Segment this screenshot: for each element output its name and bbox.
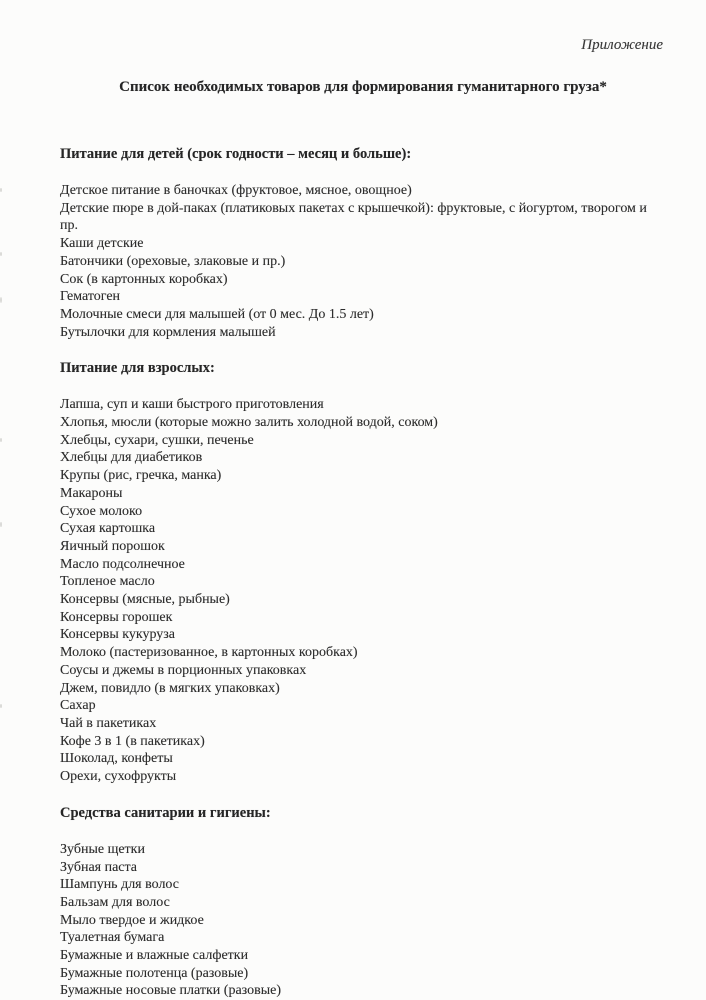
list-item: Каши детские bbox=[60, 236, 144, 252]
list-item: Батончики (ореховые, злаковые и пр.) bbox=[60, 253, 286, 269]
list-item: Соусы и джемы в порционных упаковках bbox=[60, 662, 307, 678]
list-item: Орехи, сухофрукты bbox=[60, 769, 177, 785]
section-heading: Питание для взрослых: bbox=[60, 360, 215, 377]
scan-artifact bbox=[0, 522, 2, 527]
scan-artifact bbox=[0, 252, 2, 256]
list-item: Консервы кукуруза bbox=[60, 627, 176, 643]
list-item: Шоколад, конфеты bbox=[60, 751, 173, 767]
section bbox=[60, 359, 662, 785]
list-item: Бумажные носовые платки (разовые) bbox=[60, 983, 282, 999]
item-list bbox=[60, 182, 662, 341]
list-item: Сухая картошка bbox=[60, 521, 156, 537]
list-item: Макароны bbox=[60, 485, 123, 501]
list-item: Сок (в картонных коробках) bbox=[60, 271, 228, 287]
list-item: Бумажные и влажные салфетки bbox=[60, 948, 249, 964]
list-item: Консервы горошек bbox=[60, 609, 173, 625]
list-item: Детское питание в баночках (фруктовое, мясное, овощное) bbox=[60, 183, 412, 198]
list-item: Бумажные полотенца (разовые) bbox=[60, 965, 249, 981]
list-item: Лапша, суп и каши быстрого приготовления bbox=[60, 397, 324, 413]
list-item: Яичный порошок bbox=[60, 538, 165, 554]
list-item: Хлопья, мюсли (которые можно залить холодной водой, соком) bbox=[60, 415, 438, 431]
item-list bbox=[60, 396, 662, 785]
list-item: Гематоген bbox=[60, 289, 121, 305]
list-item: Кофе 3 в 1 (в пакетиках) bbox=[60, 733, 205, 749]
list-item: Мыло твердое и жидкое bbox=[60, 912, 204, 928]
list-item: Молоко (пастеризованное, в картонных коробках) bbox=[60, 645, 358, 661]
list-item: Детские пюре в дой-паках (платиковых пакетах с крышечкой): фруктовые, с йогуртом, творогом и пр. bbox=[60, 200, 647, 234]
list-item: Джем, повидло (в мягких упаковках) bbox=[60, 680, 280, 696]
list-item: Зубные щетки bbox=[60, 841, 145, 857]
scan-artifact bbox=[0, 704, 2, 708]
list-item: Топленое масло bbox=[60, 574, 155, 590]
scan-artifact bbox=[0, 188, 2, 192]
list-item: Бальзам для волос bbox=[60, 894, 170, 910]
list-item: Молочные смеси для малышей (от 0 мес. До 1.5 лет) bbox=[60, 306, 374, 322]
section bbox=[60, 145, 662, 341]
sections-root bbox=[60, 145, 662, 1000]
list-item: Чай в пакетиках bbox=[60, 715, 157, 731]
list-item: Хлебцы, сухари, сушки, печенье bbox=[60, 432, 254, 448]
list-item: Сухое молоко bbox=[60, 503, 143, 519]
list-item: Хлебцы для диабетиков bbox=[60, 450, 203, 466]
document-title: Список необходимых товаров для формирования гуманитарного груза* bbox=[119, 79, 607, 95]
list-item: Сахар bbox=[60, 698, 96, 714]
list-item: Бутылочки для кормления малышей bbox=[60, 324, 276, 340]
annotation-label: Приложение bbox=[581, 37, 663, 53]
scan-artifact bbox=[0, 438, 2, 442]
section-heading: Питание для детей (срок годности – месяц и больше): bbox=[60, 146, 412, 162]
scan-artifact bbox=[0, 297, 2, 303]
list-item: Зубная паста bbox=[60, 859, 138, 875]
item-list bbox=[60, 841, 662, 1000]
list-item: Консервы (мясные, рыбные) bbox=[60, 592, 230, 608]
section-heading: Средства санитарии и гигиены: bbox=[60, 804, 271, 821]
list-item: Туалетная бумага bbox=[60, 930, 165, 946]
list-item: Масло подсолнечное bbox=[60, 556, 185, 572]
section bbox=[60, 804, 662, 1000]
list-item: Шампунь для волос bbox=[60, 877, 179, 893]
list-item: Крупы (рис, гречка, манка) bbox=[60, 468, 222, 484]
